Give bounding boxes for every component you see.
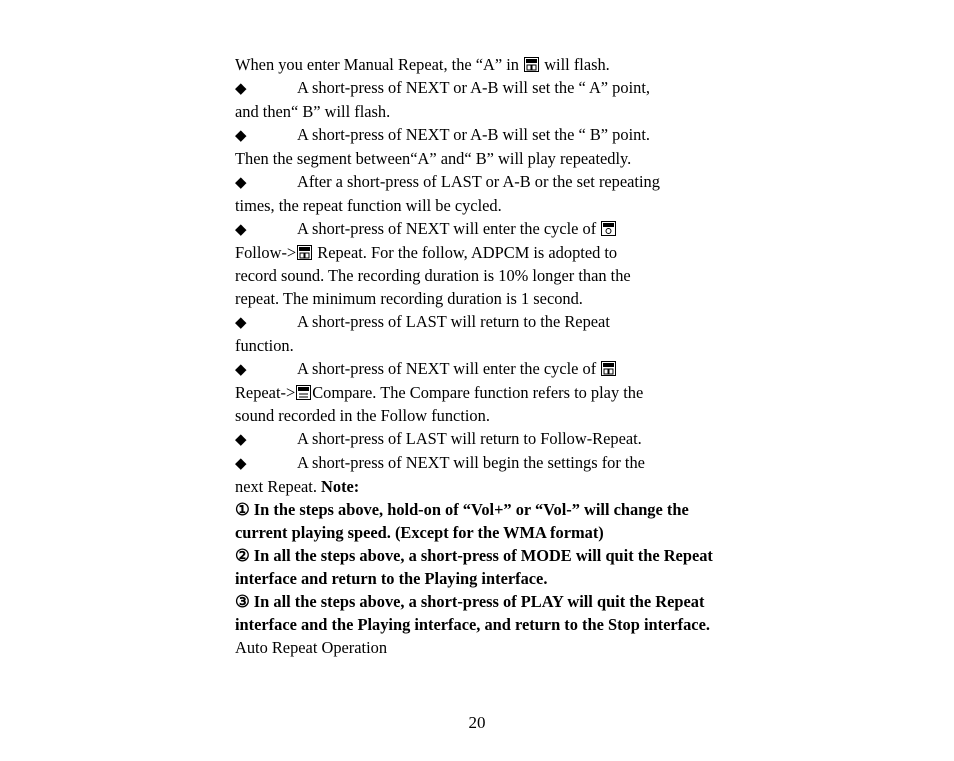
- ab-repeat-icon: [297, 245, 312, 260]
- bullet-2: [235, 123, 727, 170]
- bullet-7: [235, 427, 727, 451]
- bullet-symbol: ◆: [235, 454, 247, 472]
- intro-text-b: will flash.: [544, 55, 610, 74]
- bullet-4-text-b: Follow->: [235, 243, 297, 262]
- bullet-3: [235, 170, 727, 217]
- compare-icon: [296, 385, 311, 400]
- note-3: ③ In all the steps above, a short-press of PLAY will quit the Repeat interface and the Playing interface, and return to the Stop interface.: [235, 592, 710, 634]
- bullet-1-continuation: and then“ B” will flash.: [235, 102, 391, 121]
- note-2: ② In all the steps above, a short-press of MODE will quit the Repeat interface and return to the Playing interface.: [235, 546, 713, 588]
- bullet-3-continuation: times, the repeat function will be cycled.: [235, 196, 502, 215]
- bullet-symbol: ◆: [235, 313, 247, 331]
- page-number: 20: [468, 713, 486, 732]
- bullet-4-text-a: A short-press of NEXT will enter the cycle of: [297, 219, 597, 238]
- intro-paragraph: [235, 53, 727, 76]
- bullet-6: [235, 357, 727, 427]
- bullet-6-text-b: Repeat->: [235, 383, 296, 402]
- note-label: Note:: [321, 477, 360, 496]
- bullet-symbol: ◆: [235, 430, 247, 448]
- section-heading-auto-repeat: Auto Repeat Operation: [235, 638, 388, 657]
- bullet-6-text-c: Compare. The Compare function refers to play the: [312, 383, 644, 402]
- bullet-4-text-d: record sound. The recording duration is 10% longer than the: [235, 266, 631, 285]
- bullet-4-text-e: repeat. The minimum recording duration is 1 second.: [235, 289, 583, 308]
- bullet-2-continuation: Then the segment between“A” and“ B” will play repeatedly.: [235, 149, 632, 168]
- bullet-symbol: ◆: [235, 220, 247, 238]
- bullet-1: [235, 76, 727, 123]
- bullet-symbol: ◆: [235, 360, 247, 378]
- bullet-5: [235, 310, 727, 357]
- bullet-symbol: ◆: [235, 173, 247, 191]
- bullet-8-text: A short-press of NEXT will begin the settings for the: [297, 453, 645, 472]
- bullet-4-text-c: Repeat. For the follow, ADPCM is adopted to: [317, 243, 618, 262]
- bullet-7-text: A short-press of LAST will return to Follow-Repeat.: [297, 429, 642, 448]
- bullet-5-continuation: function.: [235, 336, 294, 355]
- ab-repeat-icon: [524, 57, 539, 72]
- bullet-8-continuation: next Repeat.: [235, 477, 317, 496]
- follow-icon: [601, 221, 616, 236]
- intro-text-a: When you enter Manual Repeat, the “A” in: [235, 55, 519, 74]
- bullet-4: [235, 217, 727, 310]
- bullet-8: [235, 451, 727, 498]
- ab-repeat-icon: [601, 361, 616, 376]
- note-1: ① In the steps above, hold-on of “Vol+” or “Vol-” will change the current playing speed. (Except for the WMA format): [235, 500, 689, 542]
- bullet-5-text: A short-press of LAST will return to the Repeat: [297, 312, 610, 331]
- bullet-6-text-a: A short-press of NEXT will enter the cycle of: [297, 359, 597, 378]
- bullet-symbol: ◆: [235, 126, 247, 144]
- bullet-3-text: After a short-press of LAST or A-B or the set repeating: [297, 172, 660, 191]
- bullet-2-text: A short-press of NEXT or A-B will set the “ B” point.: [297, 125, 650, 144]
- manual-page: [235, 53, 727, 659]
- bullet-symbol: ◆: [235, 79, 247, 97]
- bullet-1-text: A short-press of NEXT or A-B will set the “ A” point,: [297, 78, 650, 97]
- bullet-6-text-d: sound recorded in the Follow function.: [235, 406, 490, 425]
